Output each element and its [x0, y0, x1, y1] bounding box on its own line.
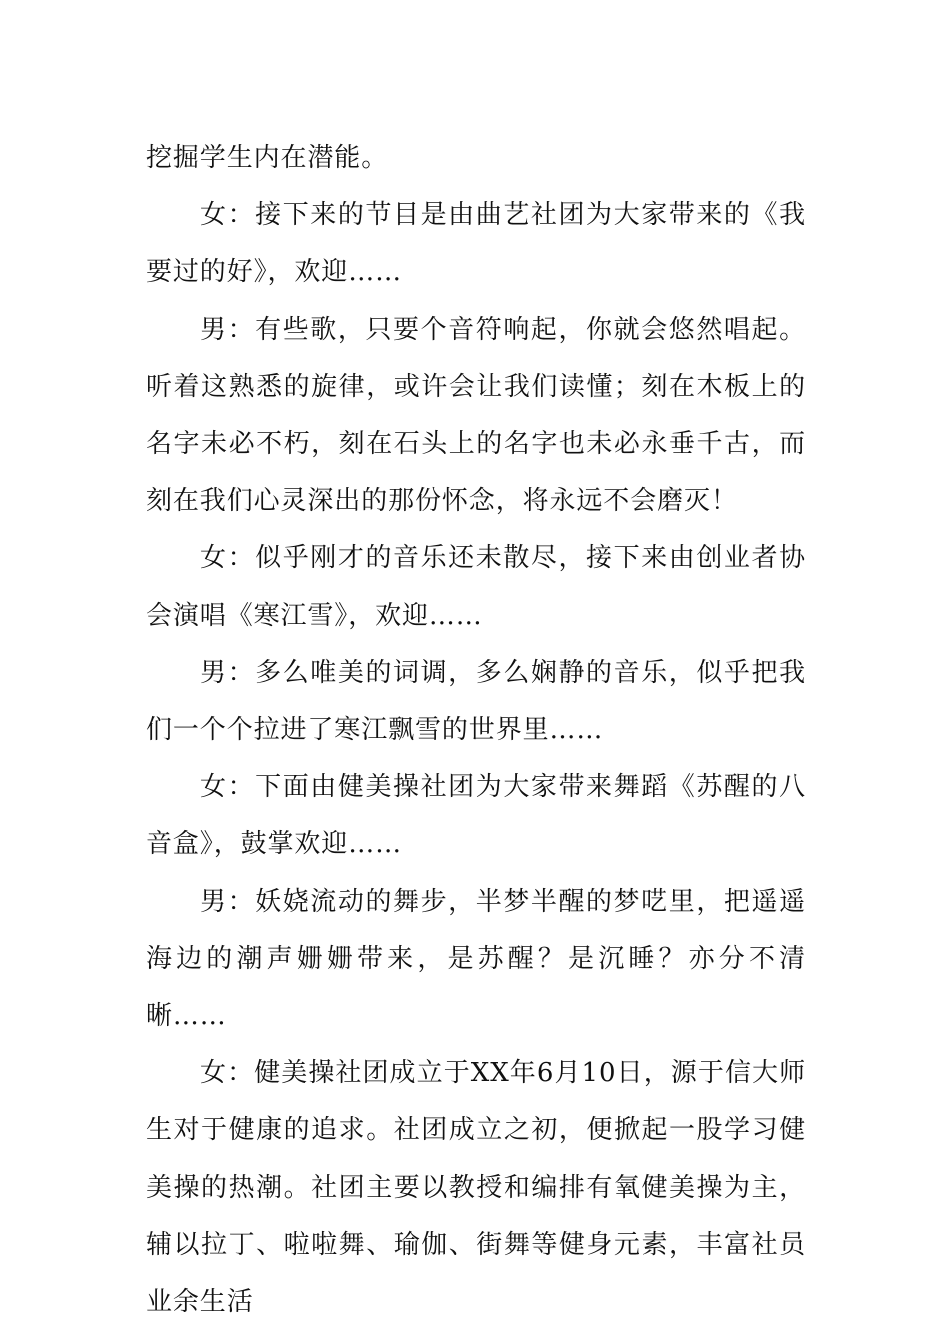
paragraph: 挖掘学生内在潜能。 [146, 143, 389, 173]
paragraph: 女：健美操社团成立于XX年6月10日，源于信大师生对于健康的追求。社团成立之初，便掀起一股学习健美操的热潮。社团主要以教授和编排有氧健美操为主，辅以拉丁、啦啦舞、瑜伽、街舞等健身元素，丰富社员业余生活 [146, 1058, 806, 1318]
paragraph: 女：下面由健美操社团为大家带来舞蹈《苏醒的八音盒》，鼓掌欢迎…… [146, 772, 806, 860]
paragraph: 男：有些歌，只要个音符响起，你就会悠然唱起。听着这熟悉的旋律，或许会让我们读懂；刻在木板上的名字未必不朽，刻在石头上的名字也未必永垂千古，而刻在我们心灵深出的那份怀念，将永远不会磨灭！ [146, 314, 806, 517]
paragraph: 男：多么唯美的词调，多么娴静的音乐，似乎把我们一个个拉进了寒江飘雪的世界里…… [146, 657, 806, 746]
document-body [146, 130, 806, 1331]
paragraph: 男：妖娆流动的舞步，半梦半醒的梦呓里，把遥遥海边的潮声姗姗带来，是苏醒？是沉睡？亦分不清晰…… [146, 886, 806, 1032]
paragraph: 女：接下来的节目是由曲艺社团为大家带来的《我要过的好》，欢迎…… [146, 200, 806, 288]
paragraph: 女：似乎刚才的音乐还未散尽，接下来由创业者协会演唱《寒江雪》，欢迎…… [146, 543, 806, 631]
